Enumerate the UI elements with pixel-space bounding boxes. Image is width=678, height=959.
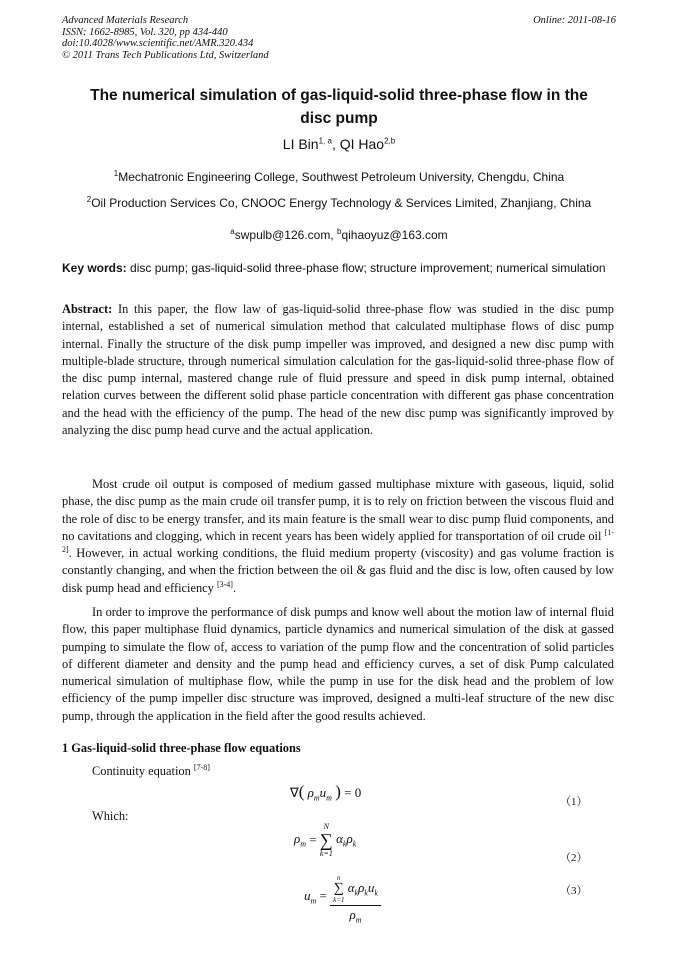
paper-title	[62, 84, 616, 130]
affiliation-2-text: Oil Production Services Co, CNOOC Energy Technology & Services Limited, Zhanjiang, China	[91, 196, 592, 210]
author-separator: ,	[331, 136, 340, 152]
online-date: Online: 2011-08-16	[533, 15, 616, 26]
citation-7-8: [7-8]	[193, 762, 210, 772]
continuity-label	[92, 764, 210, 779]
author-1-sup: 1, a	[318, 136, 332, 146]
equation-2	[294, 822, 356, 858]
equation-2-number: （2）	[560, 852, 588, 864]
citation-3-4: [3-4]	[216, 579, 233, 589]
para1-text-a: Most crude oil output is composed of medium gassed multiphase mixture with gaseous, liquid, solid phase, the disc pump as the main crude oil transfer pump, it is to rely on friction between the viscous fluid and the role of disc to be energy transfer, and its main feature is the small wear to disc pump fluid components, and no cavitations and clogging, which in recent years has been widely applied for transportation of oil crude oil	[62, 477, 614, 543]
issn: ISSN: 1662-8985, Vol. 320, pp 434-440	[62, 26, 228, 38]
email-1-mark: a	[230, 227, 235, 236]
which-label: Which:	[92, 809, 129, 823]
equation-3	[304, 868, 381, 925]
title-line-1: The numerical simulation of gas-liquid-solid three-phase flow in the	[90, 87, 588, 104]
author-2: QI Hao	[339, 136, 385, 152]
equation-3-number: （3）	[560, 885, 588, 897]
abstract-label: Abstract:	[62, 302, 113, 316]
continuity-text: Continuity equation	[92, 764, 194, 778]
section-heading: 1 Gas-liquid-solid three-phase flow equations	[62, 741, 301, 755]
para1-text-c: .	[232, 580, 237, 595]
abstract	[62, 301, 614, 439]
journal-name: Advanced Materials Research	[62, 15, 189, 26]
title-line-2: disc pump	[300, 110, 378, 127]
affiliation-1-text: Mechatronic Engineering College, Southwest Petroleum University, Chengdu, China	[118, 170, 565, 184]
author-2-sup: 2,b	[384, 136, 396, 146]
affiliation-1	[62, 170, 616, 184]
equation-1-content: ∇( $\rho_mu_m$ ) = 0	[290, 782, 362, 803]
equation-3-content: $u_m$ = n ∑ k=1 $\alpha_k\rho_ku_k$ $\rho_m$	[304, 868, 381, 925]
author-list	[62, 136, 616, 152]
keywords-label: Key words:	[62, 261, 127, 275]
intro-paragraph-1	[62, 476, 614, 597]
doi: doi:10.4028/www.scientific.net/AMR.320.434	[62, 38, 254, 49]
citation-1-2: [1-2]	[62, 527, 614, 555]
para1-text-b: . However, in actual working conditions, the fluid medium property (viscosity) and gas volume fraction is constantly changing, and when the friction between the oil & gas fluid and the disc is low, often caused by low disk pump head and efficiency	[62, 546, 614, 595]
equation-1	[290, 782, 361, 803]
journal-header	[62, 15, 269, 61]
keywords-text: disc pump; gas-liquid-solid three-phase flow; structure improvement; numerical simulation	[126, 261, 606, 275]
equation-1-number: （1）	[560, 796, 588, 808]
email-2-mark: b	[336, 227, 342, 236]
affiliation-2-mark: 2	[86, 195, 92, 204]
equation-2-content: $\rho_m$ = N ∑ k=1 $\alpha_k\rho_k$	[294, 822, 357, 858]
keywords	[62, 260, 614, 277]
copyright: © 2011 Trans Tech Publications Ltd, Switzerland	[62, 49, 269, 61]
email-1[interactable]: swpulb@126.com,	[234, 228, 337, 242]
author-1: LI Bin	[282, 136, 319, 152]
abstract-text: In this paper, the flow law of gas-liquid-solid three-phase flow was studied in the disc pump internal, established a set of numerical simulation method that calculated multiphase flows of disc pump internal. Finally the structure of the disk pump impeller was improved, and designed a new disc pump with multiple-blade structure, through numerical simulation calculation for the gas-liquid-solid three-phase flow of the disc pump internal, mastered change rule of fluid pressure and speed in disk pump internal, obtained relation curves between the different solid phase particle concentration with different gas phase concentration and the head with the efficiency of the pump. The head of the new disc pump was significantly improved by analyzing the disc pump head curve and the actual application.	[62, 302, 614, 438]
affiliation-2	[62, 196, 616, 210]
affiliation-1-mark: 1	[113, 169, 119, 178]
emails	[62, 228, 616, 242]
email-2[interactable]: qihaoyuz@163.com	[341, 228, 448, 242]
intro-paragraph-2: In order to improve the performance of disk pumps and know well about the motion law of internal fluid flow, this paper multiphase fluid dynamics, particle dynamics and numerical simulation of the disk at gassed pumping to simulate the flow of, access to variation of the pump flow and the concentration of solid particles of different diameter and density and the pump head and efficiency curves, a set of disk Pump calculated numerical simulation of multiphase flow, while the pump in use for the disk head and the problem of low efficiency of the pump impeller disc structure was improved, designed a multi-leaf structure of the new disc pump, through the application in the field after the good results achieved.	[62, 605, 614, 723]
